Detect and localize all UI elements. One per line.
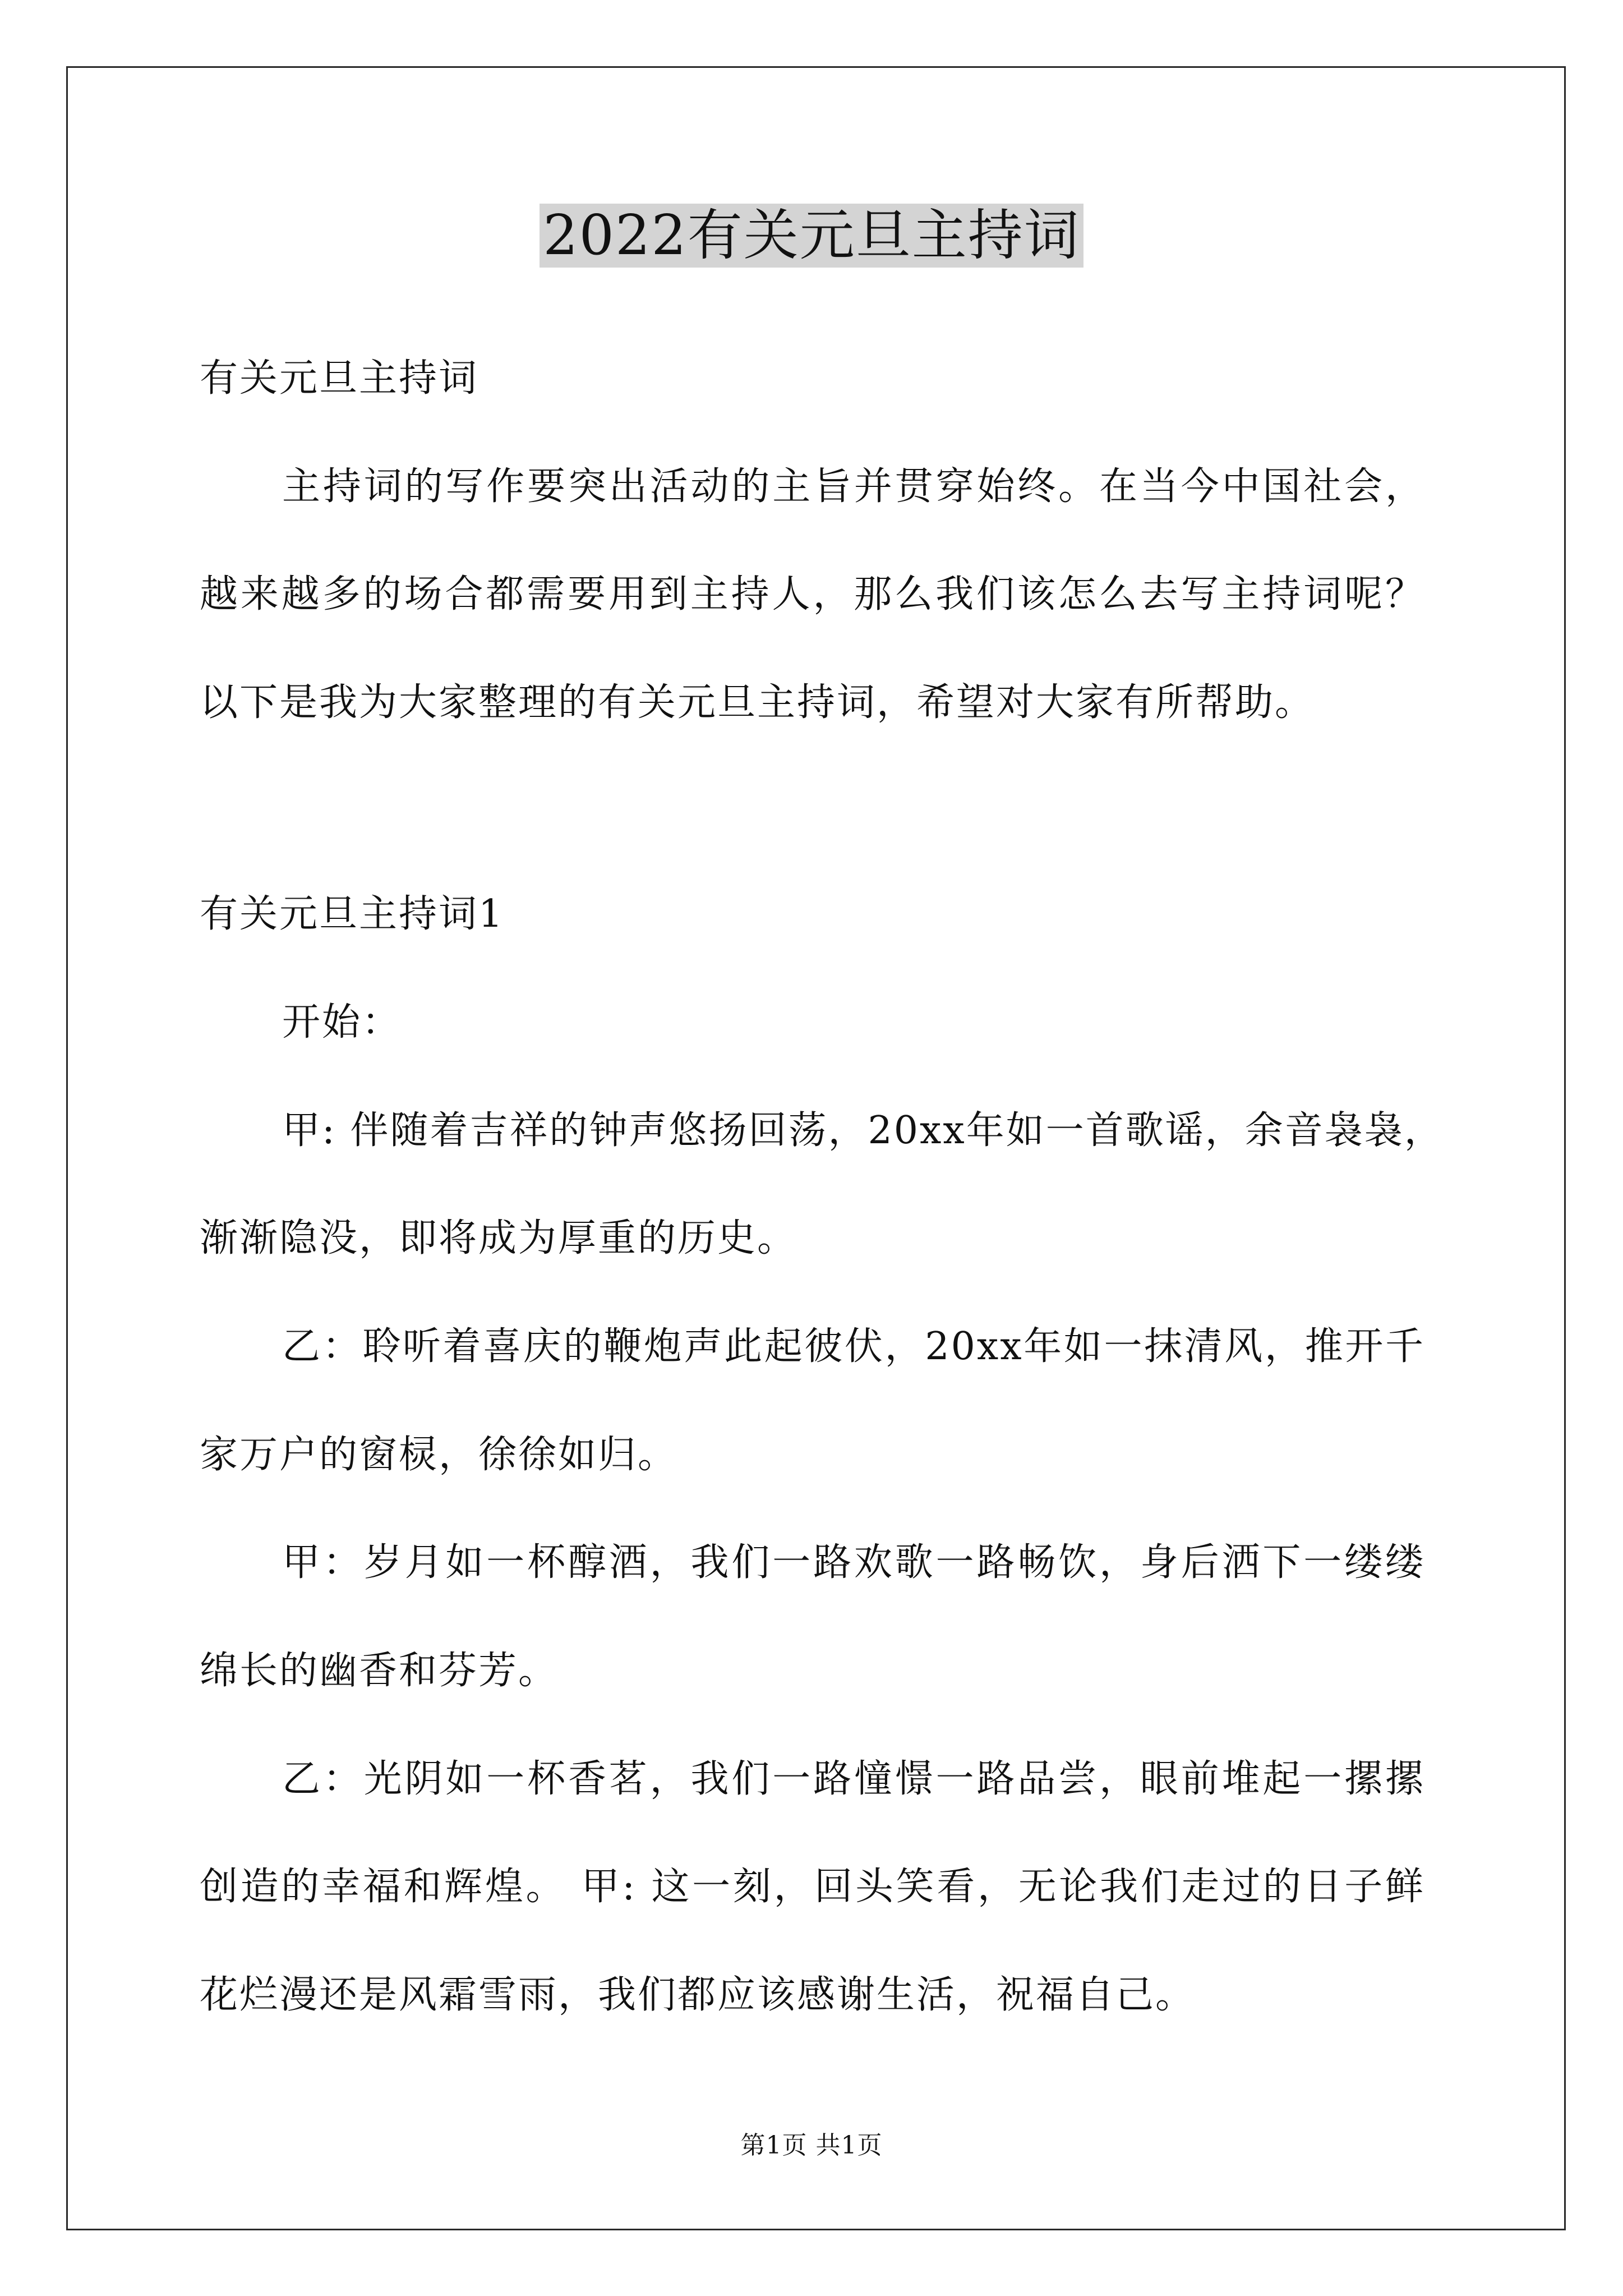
paragraph-line: 渐渐隐没，即将成为厚重的历史。 [200,1216,797,1260]
paragraph-line: 甲：岁月如一杯醇酒，我们一路欢歌一路畅饮，身后洒下一缕缕 [282,1540,1425,1585]
paragraph-line: 甲: 伴随着吉祥的钟声悠扬回荡，20xx年如一首歌谣，余音袅袅， [282,1108,1444,1153]
paragraph-line: 绵长的幽香和芬芳。 [200,1649,559,1693]
intro-paragraph-line: 以下是我为大家整理的有关元旦主持词，希望对大家有所帮助。 [200,680,1315,725]
paragraph-line: 家万户的窗棂，徐徐如归。 [200,1433,678,1477]
document-title-text: 2022有关元旦主持词 [540,204,1083,268]
intro-paragraph-line: 越来越多的场合都需要用到主持人，那么我们该怎么去写主持词呢？ [200,572,1425,616]
intro-paragraph-line: 主持词的写作要突出活动的主旨并贯穿始终。在当今中国社会， [282,464,1425,509]
paragraph-line: 乙：聆听着喜庆的鞭炮声此起彼伏，20xx年如一抹清风，推开千 [282,1324,1425,1369]
section-heading: 有关元旦主持词1 [200,892,505,936]
paragraph-line: 花烂漫还是风霜雪雨，我们都应该感谢生活，祝福自己。 [200,1973,1196,2017]
page-footer: 第1页 共1页 [740,2131,883,2160]
paragraph-line: 创造的幸福和辉煌。 甲: 这一刻，回头笑看，无论我们走过的日子鲜 [200,1865,1425,1909]
paragraph-line: 开始： [282,1000,402,1045]
intro-heading: 有关元旦主持词 [200,356,479,401]
paragraph-line: 乙：光阴如一杯香茗，我们一路憧憬一路品尝，眼前堆起一摞摞 [282,1757,1425,1801]
document-title [0,194,1623,278]
